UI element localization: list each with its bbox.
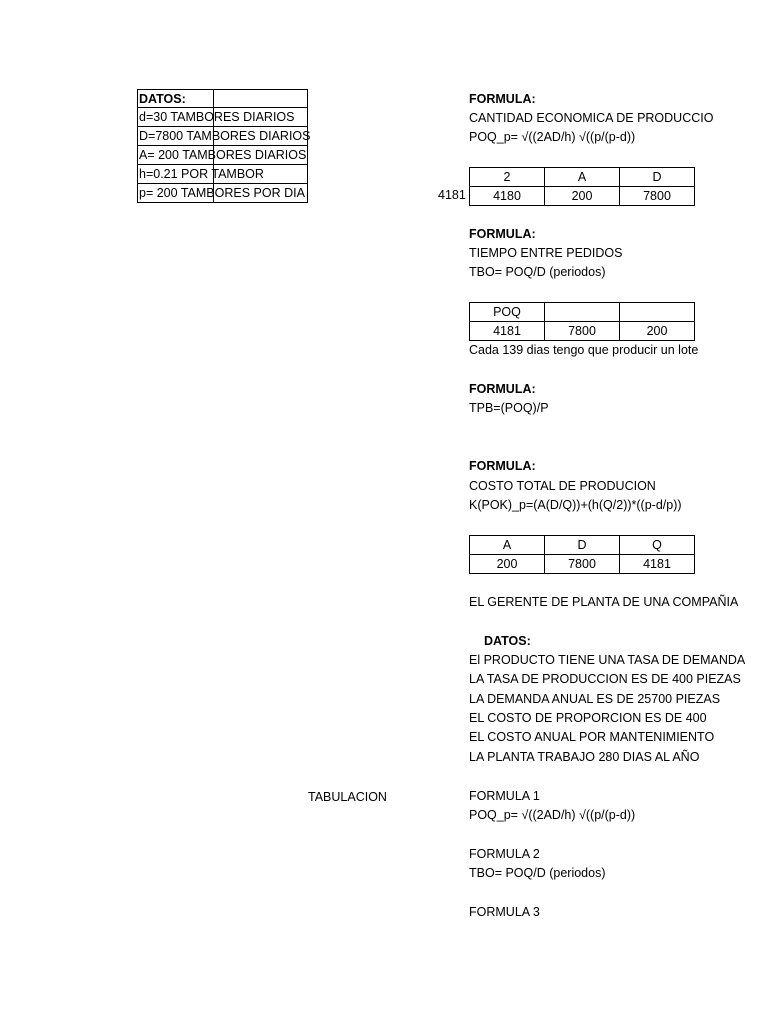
datos-row[interactable] xyxy=(137,165,308,184)
section4-heading: FORMULA: xyxy=(469,459,536,473)
formula-title: FORMULA 1 xyxy=(469,789,540,803)
problem-statement: EL GERENTE DE PLANTA DE UNA COMPAÑIA xyxy=(469,595,739,609)
datos-row[interactable] xyxy=(137,127,311,146)
table-cell[interactable] xyxy=(620,303,695,322)
problem-line: EL COSTO ANUAL POR MANTENIMIENTO xyxy=(469,730,715,744)
table-cell[interactable]: 7800 xyxy=(545,322,620,341)
section1-line1: CANTIDAD ECONOMICA DE PRODUCCIO xyxy=(469,111,714,125)
formula-title: FORMULA 3 xyxy=(469,905,540,919)
table-cell[interactable]: 4180 xyxy=(470,187,545,206)
section2-table xyxy=(469,302,695,341)
tabulacion-label: TABULACION xyxy=(308,790,387,804)
poq-result-cell[interactable]: 4181 xyxy=(438,188,466,202)
formula-title: FORMULA 2 xyxy=(469,847,540,861)
problem-line: El PRODUCTO TIENE UNA TASA DE DEMANDA xyxy=(469,653,746,667)
table-cell[interactable]: 7800 xyxy=(545,555,620,574)
table-cell[interactable]: 4181 xyxy=(470,322,545,341)
section1-table xyxy=(469,167,695,206)
section3-line1: TPB=(POQ)/P xyxy=(469,401,549,415)
table-cell[interactable]: D xyxy=(545,536,620,555)
table-cell[interactable]: D xyxy=(620,168,695,187)
table-cell[interactable]: 2 xyxy=(470,168,545,187)
section2-line1: TIEMPO ENTRE PEDIDOS xyxy=(469,246,623,260)
datos-cell: DATOS: xyxy=(139,92,186,106)
datos-cell: D=7800 TAMBORES DIARIOS xyxy=(139,129,311,143)
datos-table xyxy=(137,89,311,203)
table-cell[interactable]: A xyxy=(545,168,620,187)
section4-table xyxy=(469,535,695,574)
table-cell[interactable]: 200 xyxy=(620,322,695,341)
problem-line: LA DEMANDA ANUAL ES DE 25700 PIEZAS xyxy=(469,692,721,706)
section3-heading: FORMULA: xyxy=(469,382,536,396)
table-cell[interactable]: A xyxy=(470,536,545,555)
section4-line2: K(POK)_p=(A(D/Q))+(h(Q/2))*((p-d/p)) xyxy=(469,498,682,512)
table-cell[interactable] xyxy=(545,303,620,322)
problem-line: EL COSTO DE PROPORCION ES DE 400 xyxy=(469,711,707,725)
problem-datos-heading: DATOS: xyxy=(484,634,531,648)
table-cell[interactable]: 200 xyxy=(470,555,545,574)
problem-line: LA TASA DE PRODUCCION ES DE 400 PIEZAS xyxy=(469,672,741,686)
table-cell[interactable]: 200 xyxy=(545,187,620,206)
formula-expr: TBO= POQ/D (periodos) xyxy=(469,866,606,880)
table-cell[interactable]: 7800 xyxy=(620,187,695,206)
datos-row[interactable] xyxy=(137,146,308,165)
section2-line2: TBO= POQ/D (periodos) xyxy=(469,265,606,279)
table-cell[interactable]: 4181 xyxy=(620,555,695,574)
datos-cell: d=30 TAMBORES DIARIOS xyxy=(139,110,295,124)
problem-line: LA PLANTA TRABAJO 280 DIAS AL AÑO xyxy=(469,750,700,764)
datos-cell: A= 200 TAMBORES DIARIOS xyxy=(139,148,307,162)
datos-row[interactable] xyxy=(137,184,308,203)
section2-heading: FORMULA: xyxy=(469,227,536,241)
section4-line1: COSTO TOTAL DE PRODUCION xyxy=(469,479,656,493)
table-cell[interactable]: POQ xyxy=(470,303,545,322)
datos-row[interactable] xyxy=(137,89,308,108)
table-cell[interactable]: Q xyxy=(620,536,695,555)
datos-row[interactable] xyxy=(137,108,308,127)
datos-cell: h=0.21 POR TAMBOR xyxy=(139,167,264,181)
section2-note: Cada 139 dias tengo que producir un lote xyxy=(469,343,699,357)
formula-expr: POQ_p= √((2AD/h) √((p/(p-d)) xyxy=(469,808,636,822)
section1-line2: POQ_p= √((2AD/h) √((p/(p-d)) xyxy=(469,130,636,144)
section1-heading: FORMULA: xyxy=(469,92,536,106)
datos-cell: p= 200 TAMBORES POR DIA xyxy=(139,186,305,200)
